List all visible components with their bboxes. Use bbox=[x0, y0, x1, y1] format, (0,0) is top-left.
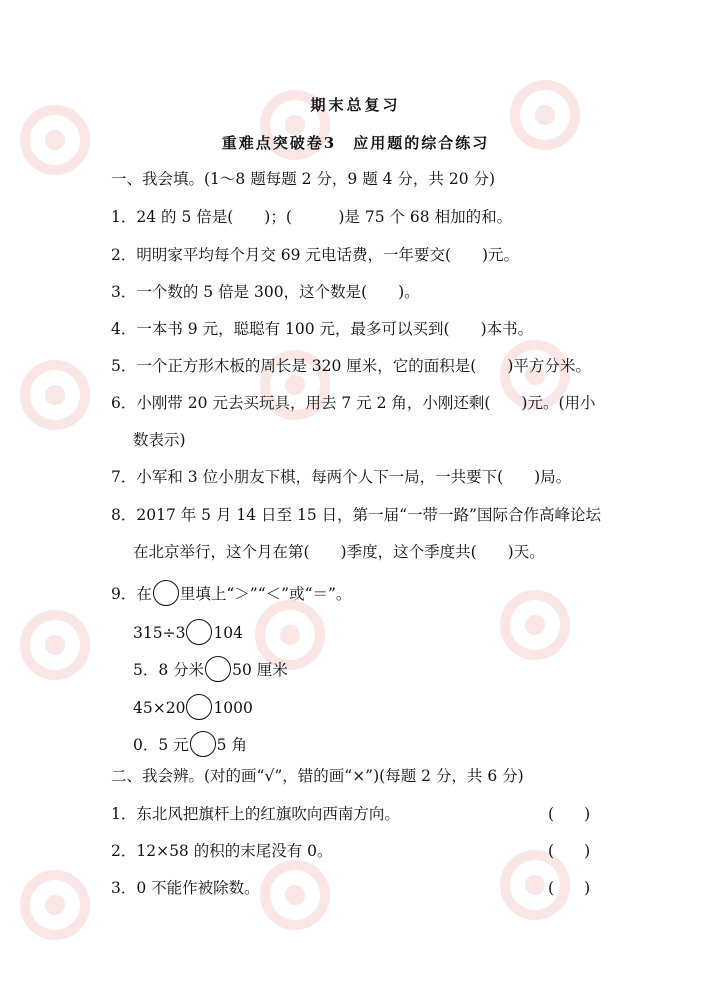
question-6-line-2: 数表示) bbox=[133, 431, 186, 449]
page-title: 期末总复习 bbox=[310, 96, 401, 114]
question-2: 2．明明家平均每个月交 69 元电话费，一年要交( )元。 bbox=[111, 246, 520, 264]
compare-right: 5 角 bbox=[216, 736, 247, 754]
question-6-line-1: 6．小刚带 20 元去买玩具，用去 7 元 2 角，小刚还剩( )元。(用小 bbox=[111, 394, 596, 412]
compare-left: 45×20 bbox=[133, 699, 186, 717]
judge-item-3: 3．0 不能作被除数。 bbox=[111, 879, 260, 897]
answer-circle[interactable] bbox=[205, 656, 231, 682]
question-9 bbox=[111, 580, 711, 606]
question-1: 1．24 的 5 倍是( )；( )是 75 个 68 相加的和。 bbox=[111, 208, 513, 226]
section-2-heading: 二、我会辨。(对的画“√”，错的画“×”)(每题 2 分，共 6 分) bbox=[111, 767, 524, 785]
watermark-logo-icon bbox=[10, 350, 100, 440]
answer-blank[interactable] bbox=[548, 840, 590, 862]
judge-item-1: 1．东北风把旗杆上的红旗吹向西南方向。 bbox=[111, 805, 400, 823]
compare-item-4 bbox=[133, 731, 711, 757]
close-paren: ) bbox=[584, 805, 591, 823]
compare-left: 315÷3 bbox=[133, 624, 186, 642]
answer-circle[interactable] bbox=[153, 580, 179, 606]
close-paren: ) bbox=[584, 842, 591, 860]
open-paren: ( bbox=[548, 805, 555, 823]
watermark-logo-icon bbox=[10, 860, 100, 950]
open-paren: ( bbox=[548, 879, 555, 897]
question-8-line-2: 在北京举行，这个月在第( )季度，这个季度共( )天。 bbox=[133, 543, 545, 561]
question-9-suffix: 里填上“＞”“＜”或“＝”。 bbox=[179, 585, 352, 603]
answer-blank[interactable] bbox=[548, 877, 590, 899]
question-8-line-1: 8．2017 年 5 月 14 日至 15 日，第一届“一带一路”国际合作高峰论坛 bbox=[111, 506, 601, 524]
watermark-logo-icon bbox=[10, 600, 100, 690]
answer-circle[interactable] bbox=[186, 694, 212, 720]
compare-item-2 bbox=[133, 656, 711, 682]
page-subtitle: 重难点突破卷3 应用题的综合练习 bbox=[221, 134, 490, 152]
question-5: 5．一个正方形木板的周长是 320 厘米，它的面积是( )平方分米。 bbox=[111, 357, 591, 375]
watermark-logo-icon bbox=[250, 340, 340, 430]
judge-item-2: 2．12×58 的积的末尾没有 0。 bbox=[111, 842, 333, 860]
question-3: 3．一个数的 5 倍是 300，这个数是( )。 bbox=[111, 283, 420, 301]
open-paren: ( bbox=[548, 842, 555, 860]
answer-circle[interactable] bbox=[186, 619, 212, 645]
question-4: 4．一本书 9 元，聪聪有 100 元，最多可以买到( )本书。 bbox=[111, 320, 534, 338]
close-paren: ) bbox=[584, 879, 591, 897]
compare-right: 104 bbox=[213, 624, 244, 642]
compare-right: 50 厘米 bbox=[232, 661, 288, 679]
compare-left: 5．8 分米 bbox=[133, 661, 205, 679]
section-1-heading: 一、我会填。(1～8 题每题 2 分，9 题 4 分，共 20 分) bbox=[111, 170, 496, 188]
answer-blank[interactable] bbox=[548, 803, 590, 825]
answer-circle[interactable] bbox=[190, 731, 216, 757]
question-7: 7．小军和 3 位小朋友下棋，每两个人下一局，一共要下( )局。 bbox=[111, 468, 572, 486]
compare-item-1 bbox=[133, 619, 711, 645]
compare-left: 0．5 元 bbox=[133, 736, 189, 754]
question-9-prefix: 9．在 bbox=[111, 585, 152, 603]
compare-right: 1000 bbox=[213, 699, 253, 717]
compare-item-3 bbox=[133, 694, 711, 720]
